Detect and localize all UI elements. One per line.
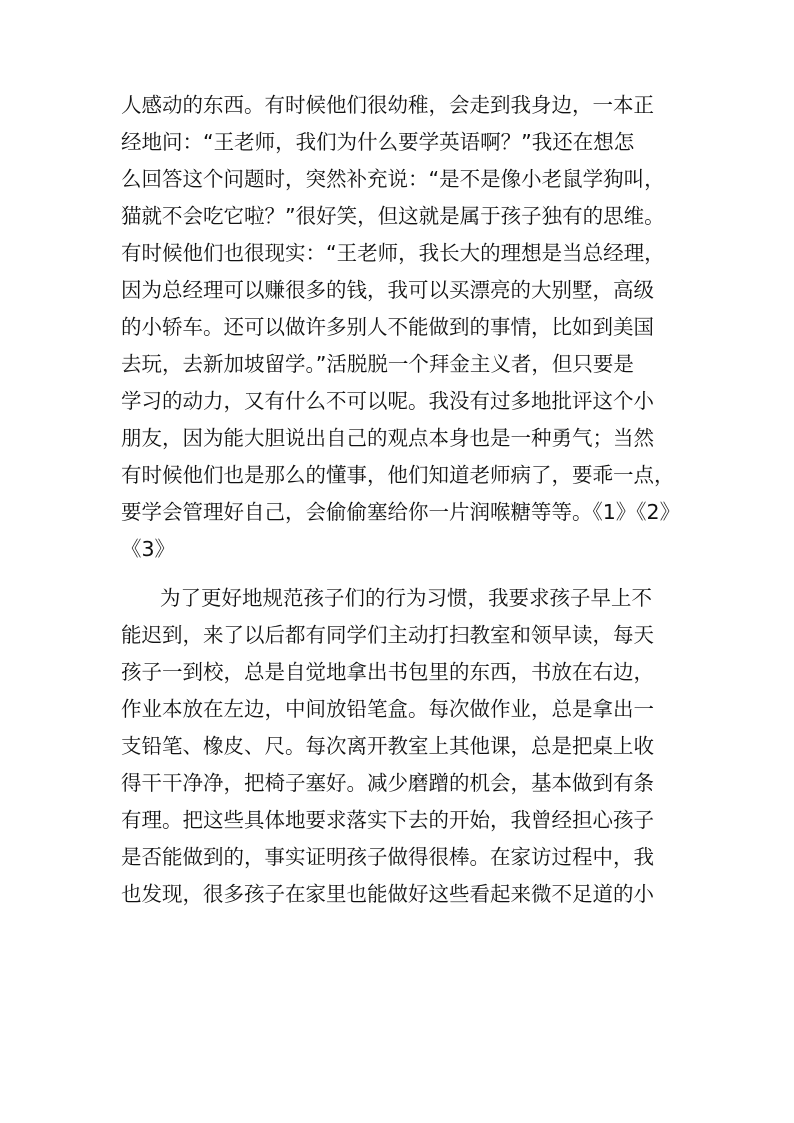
text-line: 学习的动力，又有什么不可以呢。我没有过多地批评这个小 [121,389,654,413]
text-line: 得干干净净，把椅子塞好。减少磨蹭的机会，基本做到有条 [121,771,654,795]
text-line: 支铅笔、橡皮、尺。每次离开教室上其他课，总是把桌上收 [121,734,654,758]
text-line: 要学会管理好自己，会偷偷塞给你一片润喉糖等等。《1》《2》 [121,500,681,524]
text-line: 有理。把这些具体地要求落实下去的开始，我曾经担心孩子 [121,808,654,832]
text-line: 有时候他们也很现实：“王老师，我长大的理想是当总经理， [121,241,665,265]
text-line: 作业本放在左边，中间放铅笔盒。每次做作业，总是拿出一 [121,697,654,721]
text-line: 么回答这个问题时，突然补充说：“是不是像小老鼠学狗叫， [121,167,665,191]
text-line: 去玩，去新加坡留学。”活脱脱一个拜金主义者，但只要是 [121,352,634,376]
text-line: 朋友，因为能大胆说出自己的观点本身也是一种勇气；当然 [121,426,654,450]
text-line: 猫就不会吃它啦？”很好笑，但这就是属于孩子独有的思维。 [121,204,665,228]
text-line: 经地问：“王老师，我们为什么要学英语啊？”我还在想怎 [121,130,635,154]
text-line: 有时候他们也是那么的懂事，他们知道老师病了，要乖一点， [121,463,675,487]
text-line: 的小轿车。还可以做许多别人不能做到的事情，比如到美国 [121,315,654,339]
text-line: 是否能做到的，事实证明孩子做得很棒。在家访过程中，我 [121,845,654,869]
text-line: 为了更好地规范孩子们的行为习惯，我要求孩子早上不 [160,586,652,610]
text-line: 也发现，很多孩子在家里也能做好这些看起来微不足道的小 [121,882,654,906]
text-line: 孩子一到校，总是自觉地拿出书包里的东西，书放在右边， [121,660,654,684]
text-line: 人感动的东西。有时候他们很幼稚，会走到我身边，一本正 [121,93,654,117]
text-line: 因为总经理可以赚很多的钱，我可以买漂亮的大别墅，高级 [121,278,654,302]
text-line: 《3》 [121,537,176,561]
text-line: 能迟到，来了以后都有同学们主动打扫教室和领早读，每天 [121,623,654,647]
